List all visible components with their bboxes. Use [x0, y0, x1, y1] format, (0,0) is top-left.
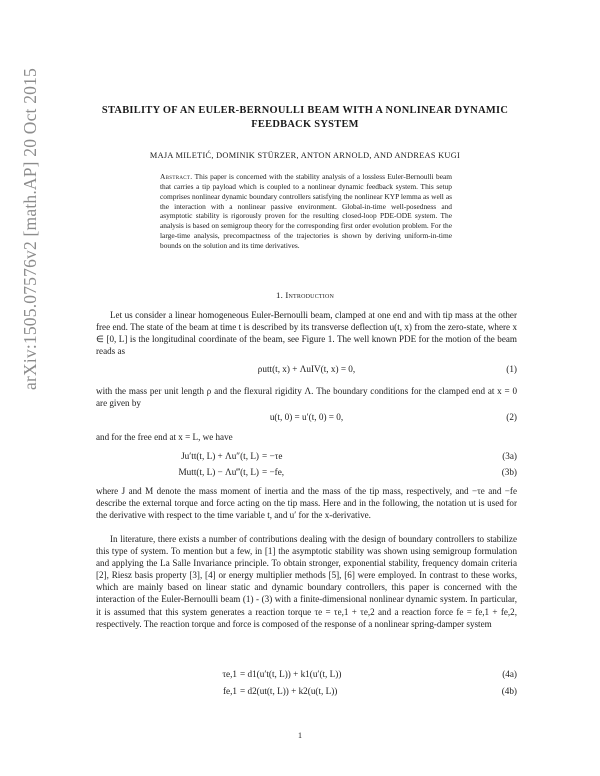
- equation-4b-lhs: fe,1: [222, 686, 237, 696]
- equation-4a-rhs: = d1(u′t(t, L)) + k1(u′(t, L)): [240, 669, 342, 679]
- abstract: [160, 172, 452, 251]
- equation-4b-number: (4b): [501, 686, 517, 696]
- equation-1: [96, 364, 517, 377]
- paragraph-1: Let us consider a linear homogeneous Euler-Bernoulli beam, clamped at one end and with tip mass at the other free end. The state of the beam at time t is described by its transverse deflection u(t, x) from the zero-state, where x ∈ [0, L] is the longitudinal coordinate of the beam, see Figure 1. The well known PDE for the motion of the beam reads as: [96, 310, 517, 357]
- equation-1-number: (1): [506, 364, 517, 374]
- equation-1-body: ρutt(t, x) + ΛuIV(t, x) = 0,: [257, 364, 356, 374]
- abstract-text: This paper is concerned with the stability analysis of a lossless Euler-Bernoulli beam that carries a tip payload which is coupled to a nonlinear dynamic feedback system. This setup comprises nonlinear dynamic boundary controllers satisfying the nonlinear KYP lemma as well as the interaction with a nonlinear passive environment. Global-in-time well-posedness and asymptotic stability is rigorously proven for the resulting closed-loop PDE-ODE system. The analysis is based on semigroup theory for the corresponding first order evolution problem. For the large-time analysis, precompactness of the trajectories is shown by deriving uniform-in-time bounds on the solution and its time derivatives.: [160, 172, 453, 250]
- abstract-heading: Abstract.: [160, 172, 193, 181]
- paragraph-5: In literature, there exists a number of contributions dealing with the design of boundary controllers to stabilize this type of system. To mention but a few, in [1] the asymptotic stability was shown using semigroup formulation and applying the La Salle Invariance principle. To obtain stronger, exponential stability, frequency domain criteria [2], Riesz basis property [3], [4] or energy multiplier methods [5], [6] were employed. In contrast to these works, which are mainly based on linear static and dynamic boundary controllers, this paper is concerned with the interaction of the Euler-Bernoulli beam (1) - (3) with a finite-dimensional nonlinear dynamic system. In particular, it is assumed that this system generates a reaction torque τe = τe,1 + τe,2 and a reaction force fe = fe,1 + fe,2, respectively. The reaction torque and force is composed of the response of a nonlinear spring-damper system: [96, 534, 517, 629]
- section-heading: 1. Introduction: [275, 290, 335, 300]
- equation-3b-lhs: Mutt(t, L) − Λu‴(t, L): [178, 467, 259, 477]
- equation-2: [96, 412, 517, 425]
- paragraph-2: with the mass per unit length ρ and the flexural rigidity Λ. The boundary conditions for the clamped end at x = 0 are given by: [96, 386, 517, 409]
- page-number: 1: [298, 731, 302, 740]
- equation-3a: [96, 451, 517, 464]
- equation-3b-number: (3b): [501, 467, 517, 477]
- equation-4b: [96, 686, 517, 699]
- equation-3a-rhs: = −τe: [262, 451, 283, 461]
- equation-4a-number: (4a): [502, 669, 517, 679]
- equation-3b: [96, 467, 517, 480]
- equation-4a: [96, 669, 517, 682]
- author-list: MAJA MILETIĆ, DOMINIK STÜRZER, ANTON ARNOLD, AND ANDREAS KUGI: [149, 151, 461, 160]
- equation-2-body: u(t, 0) = u′(t, 0) = 0,: [269, 412, 344, 422]
- equation-4a-lhs: τe,1: [222, 669, 237, 679]
- equation-3a-number: (3a): [502, 451, 517, 461]
- paragraph-4: where J and M denote the mass moment of inertia and the mass of the tip mass, respectively, and −τe and −fe describe the external torque and force acting on the tip mass. Here and in the following, the notation ut is used for the derivative with respect to the time variable t, and u′ for the x-derivative.: [96, 486, 517, 521]
- paper-title: STABILITY OF AN EULER-BERNOULLI BEAM WITH A NONLINEAR DYNAMIC FEEDBACK SYSTEM: [101, 105, 509, 130]
- arxiv-identifier: arXiv:1505.07576v2 [math.AP] 20 Oct 2015: [20, 68, 40, 390]
- equation-3a-lhs: Ju′tt(t, L) + Λu″(t, L): [181, 451, 259, 461]
- paragraph-3: and for the free end at x = L, we have: [96, 432, 233, 442]
- equation-2-number: (2): [506, 412, 517, 422]
- equation-4b-rhs: = d2(ut(t, L)) + k2(u(t, L)): [240, 686, 338, 696]
- equation-3b-rhs: = −fe,: [262, 467, 285, 477]
